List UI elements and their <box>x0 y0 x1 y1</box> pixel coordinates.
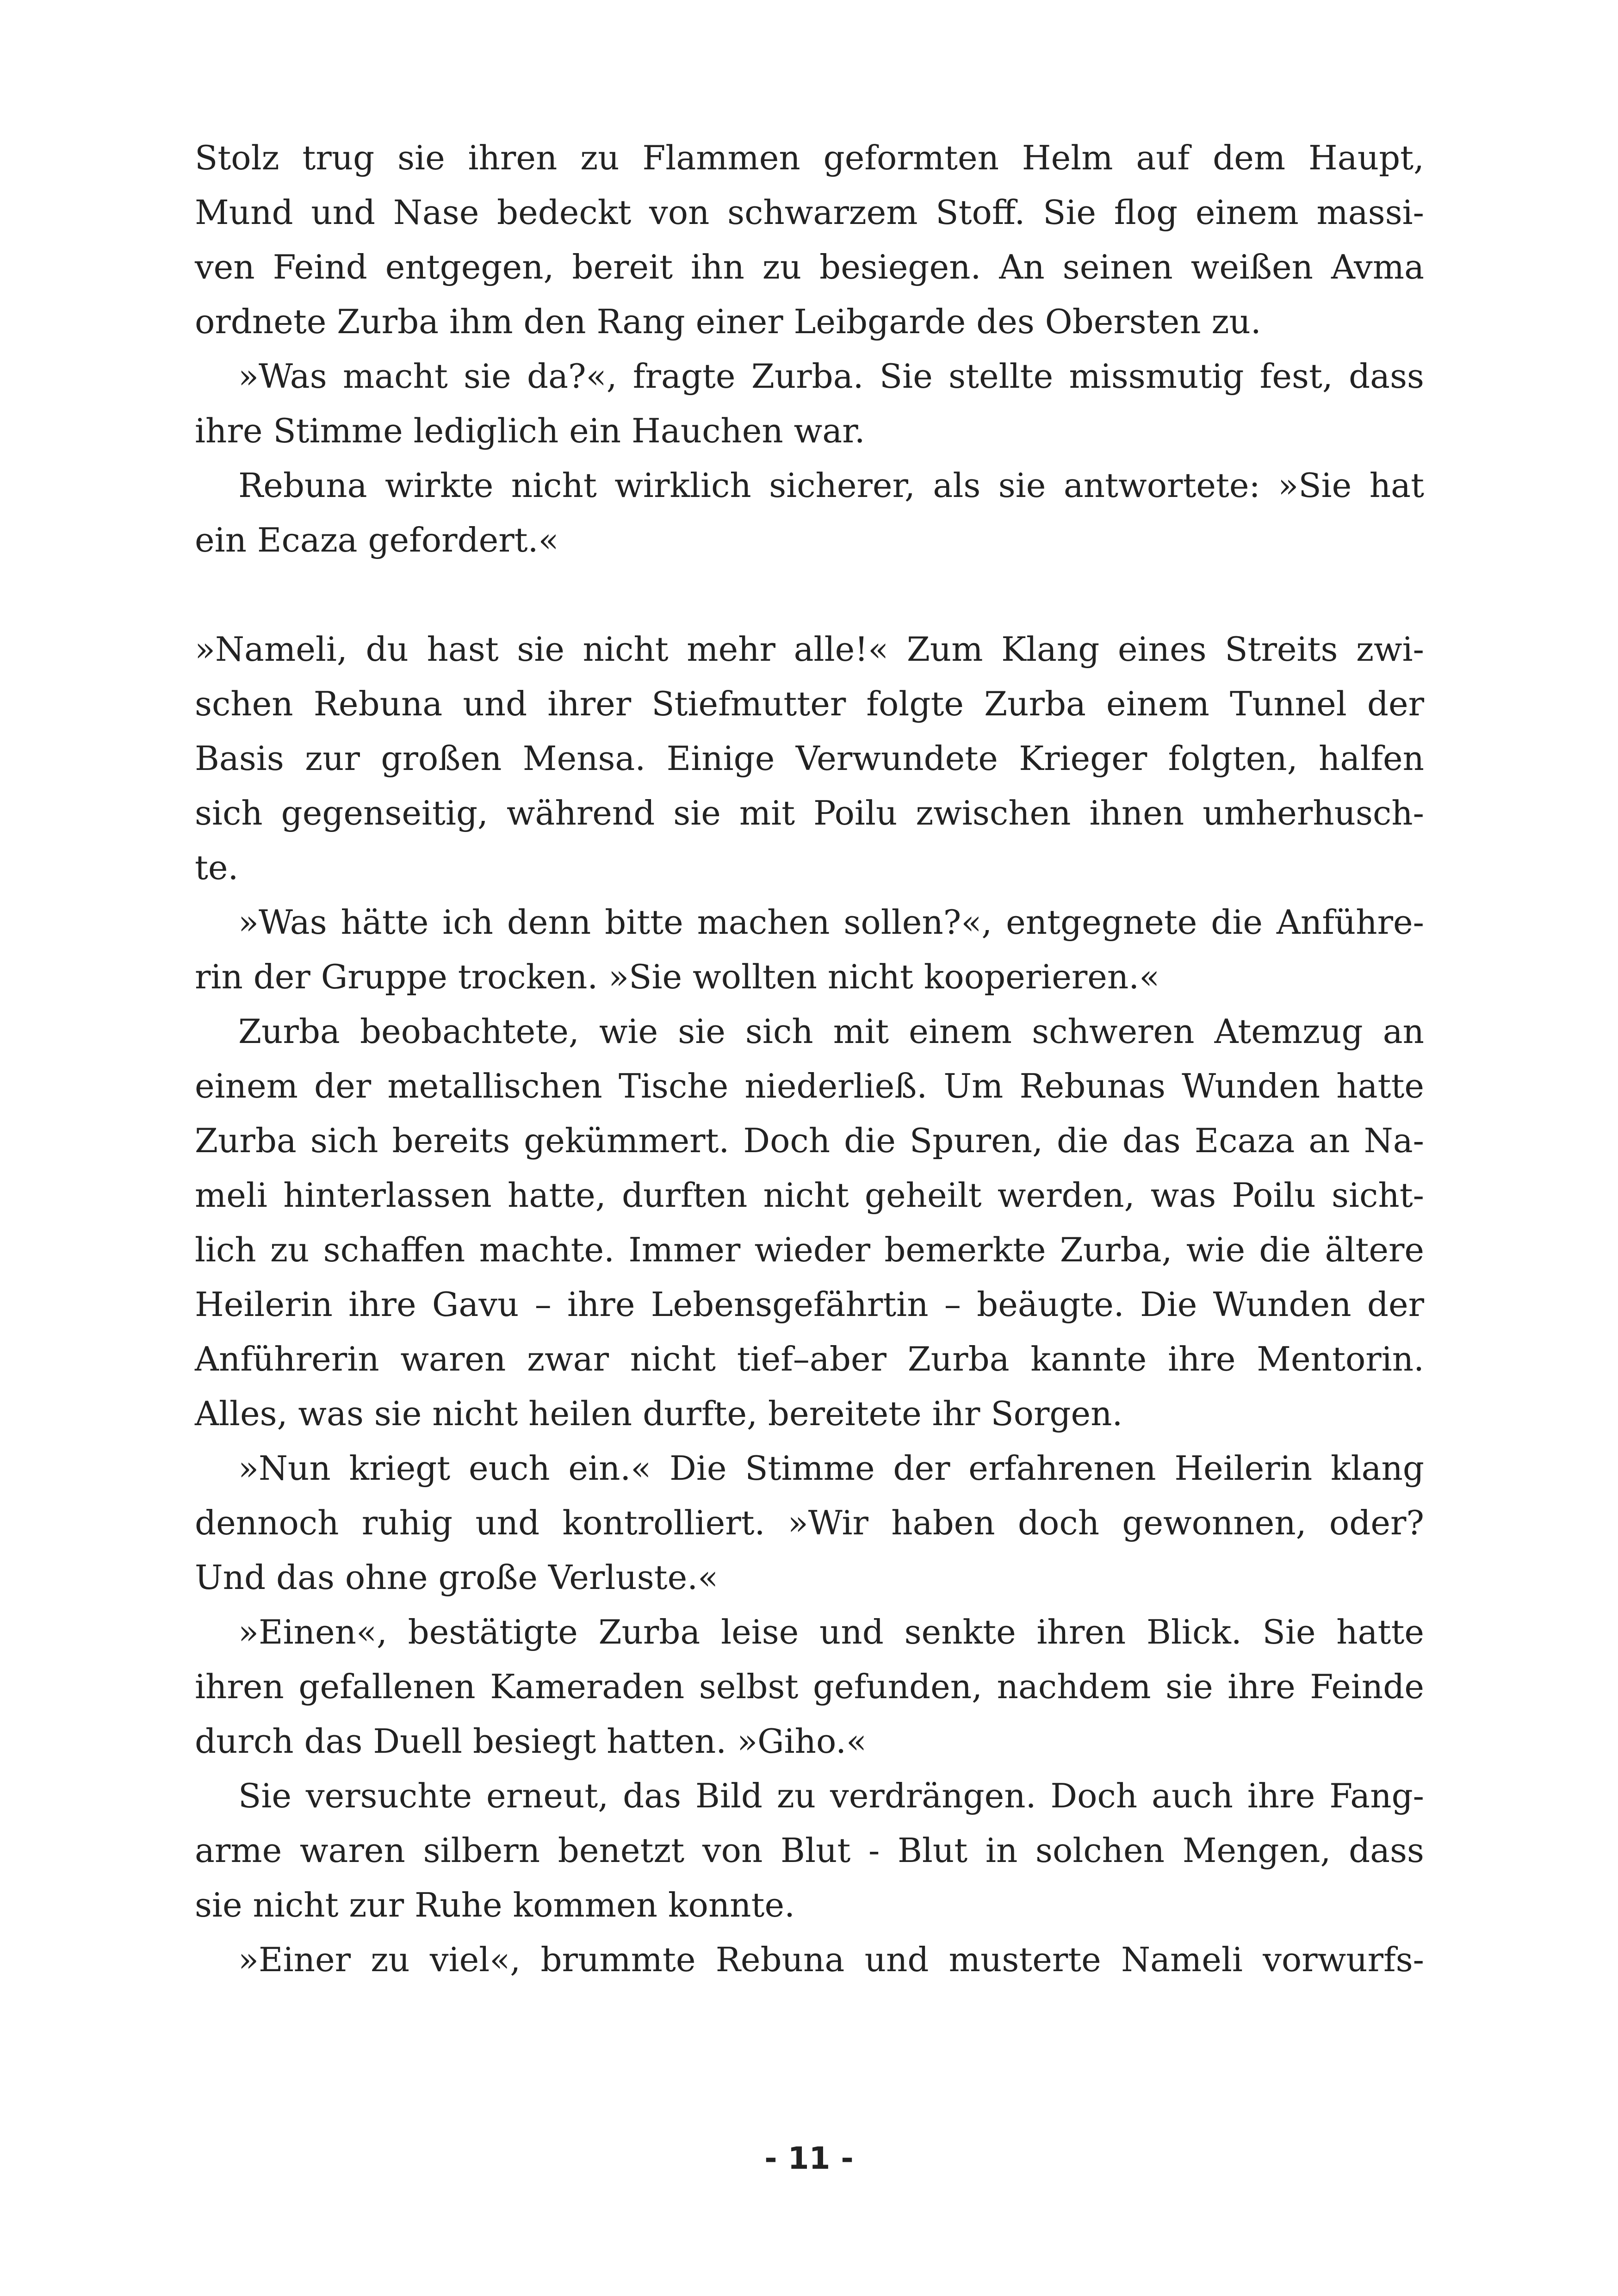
text-line: Zurba beobachtete, wie sie sich mit einem schweren Atemzug an <box>238 1012 1424 1051</box>
text-line: schen Rebuna und ihrer Stiefmutter folgte Zurba einem Tunnel der <box>195 684 1424 723</box>
text-line: ihren gefallenen Kameraden selbst gefunden, nachdem sie ihre Feinde <box>195 1667 1424 1706</box>
text-line: meli hinterlassen hatte, durften nicht geheilt werden, was Poilu sicht- <box>195 1176 1424 1215</box>
text-line: sie nicht zur Ruhe kommen konnte. <box>195 1886 795 1924</box>
text-line: Basis zur großen Mensa. Einige Verwundete Krieger folgten, halfen <box>195 739 1424 778</box>
page-number: - 11 - <box>764 2141 854 2176</box>
text-line: dennoch ruhig und kontrolliert. »Wir haben doch gewonnen, oder? <box>195 1503 1424 1542</box>
text-line: »Nameli, du hast sie nicht mehr alle!« Zum Klang eines Streits zwi- <box>195 630 1424 669</box>
text-line: »Was macht sie da?«, fragte Zurba. Sie stellte missmutig fest, dass <box>238 357 1424 396</box>
text-line: Stolz trug sie ihren zu Flammen geformten Helm auf dem Haupt, <box>195 138 1424 177</box>
text-line: rin der Gruppe trocken. »Sie wollten nicht kooperieren.« <box>195 957 1160 996</box>
text-line: Mund und Nase bedeckt von schwarzem Stoff. Sie flog einem massi- <box>195 193 1424 232</box>
text-line: Rebuna wirkte nicht wirklich sicherer, als sie antwortete: »Sie hat <box>238 466 1424 505</box>
text-line: Zurba sich bereits gekümmert. Doch die Spuren, die das Ecaza an Na- <box>195 1121 1424 1160</box>
text-line: arme waren silbern benetzt von Blut - Blut in solchen Mengen, dass <box>195 1831 1424 1870</box>
text-line: durch das Duell besiegt hatten. »Giho.« <box>195 1722 867 1761</box>
text-line: »Einer zu viel«, brummte Rebuna und musterte Nameli vorwurfs- <box>238 1940 1424 1979</box>
text-line: Sie versuchte erneut, das Bild zu verdrängen. Doch auch ihre Fang- <box>238 1776 1424 1815</box>
text-line: ein Ecaza gefordert.« <box>195 521 559 559</box>
text-line: Anführerin waren zwar nicht tief–aber Zurba kannte ihre Mentorin. <box>195 1340 1424 1378</box>
text-line: »Nun kriegt euch ein.« Die Stimme der erfahrenen Heilerin klang <box>238 1449 1424 1488</box>
text-line: einem der metallischen Tische niederließ. Um Rebunas Wunden hatte <box>195 1067 1424 1105</box>
text-line: lich zu schaffen machte. Immer wieder bemerkte Zurba, wie die ältere <box>195 1230 1424 1269</box>
text-line: »Einen«, bestätigte Zurba leise und senkte ihren Blick. Sie hatte <box>238 1613 1424 1651</box>
text-line: Alles, was sie nicht heilen durfte, bereitete ihr Sorgen. <box>195 1394 1123 1433</box>
text-line: ordnete Zurba ihm den Rang einer Leibgarde des Obersten zu. <box>195 302 1261 341</box>
text-line: te. <box>195 848 239 887</box>
text-line: »Was hätte ich denn bitte machen sollen?«, entgegnete die Anführe- <box>238 903 1424 942</box>
text-line: Heilerin ihre Gavu – ihre Lebensgefährtin – beäugte. Die Wunden der <box>195 1285 1424 1324</box>
text-line: Und das ohne große Verluste.« <box>195 1558 719 1597</box>
text-line: ihre Stimme lediglich ein Hauchen war. <box>195 411 865 450</box>
text-line: sich gegenseitig, während sie mit Poilu zwischen ihnen umherhusch- <box>195 794 1424 832</box>
text-line: ven Feind entgegen, bereit ihn zu besiegen. An seinen weißen Avma <box>195 248 1424 286</box>
